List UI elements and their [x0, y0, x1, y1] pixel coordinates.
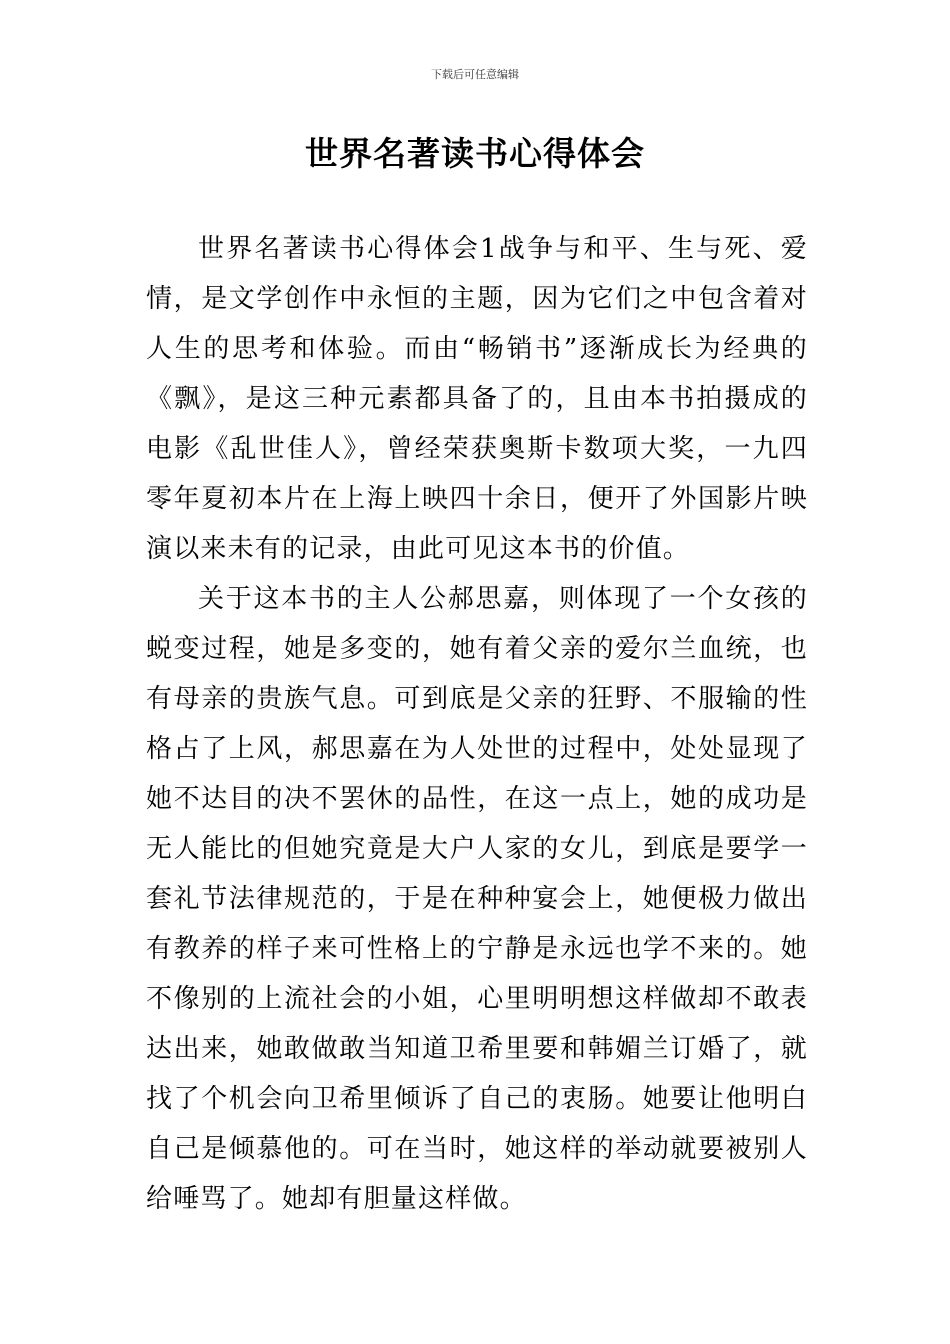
document-body: [146, 224, 808, 1224]
document-title: 世界名著读书心得体会: [305, 134, 645, 173]
paragraph: 关于这本书的主人公郝思嘉，则体现了一个女孩的蜕变过程，她是多变的，她有着父亲的爱尔兰血统，也有母亲的贵族气息。可到底是父亲的狂野、不服输的性格占了上风，郝思嘉在为人处世的过程中，处处显现了她不达目的决不罢休的品性，在这一点上，她的成功是无人能比的但她究竟是大户人家的女儿，到底是要学一套礼节法律规范的，于是在种种宴会上，她便极力做出有教养的样子来可性格上的宁静是永远也学不来的。她不像别的上流社会的小姐，心里明明想这样做却不敢表达出来，她敢做敢当知道卫希里要和韩媚兰订婚了，就找了个机会向卫希里倾诉了自己的衷肠。她要让他明白自己是倾慕他的。可在当时，她这样的举动就要被别人给唾骂了。她却有胆量这样做。: [146, 584, 808, 1214]
header-note: 下载后可任意编辑: [431, 68, 519, 81]
paragraph: 世界名著读书心得体会1战争与和平、生与死、爱情，是文学创作中永恒的主题，因为它们之中包含着对人生的思考和体验。而由“畅销书”逐渐成长为经典的《飘》，是这三种元素都具备了的，且由本书拍摄成的电影《乱世佳人》，曾经荣获奥斯卡数项大奖，一九四零年夏初本片在上海上映四十余日，便开了外国影片映演以来未有的记录，由此可见这本书的价值。: [146, 234, 808, 564]
